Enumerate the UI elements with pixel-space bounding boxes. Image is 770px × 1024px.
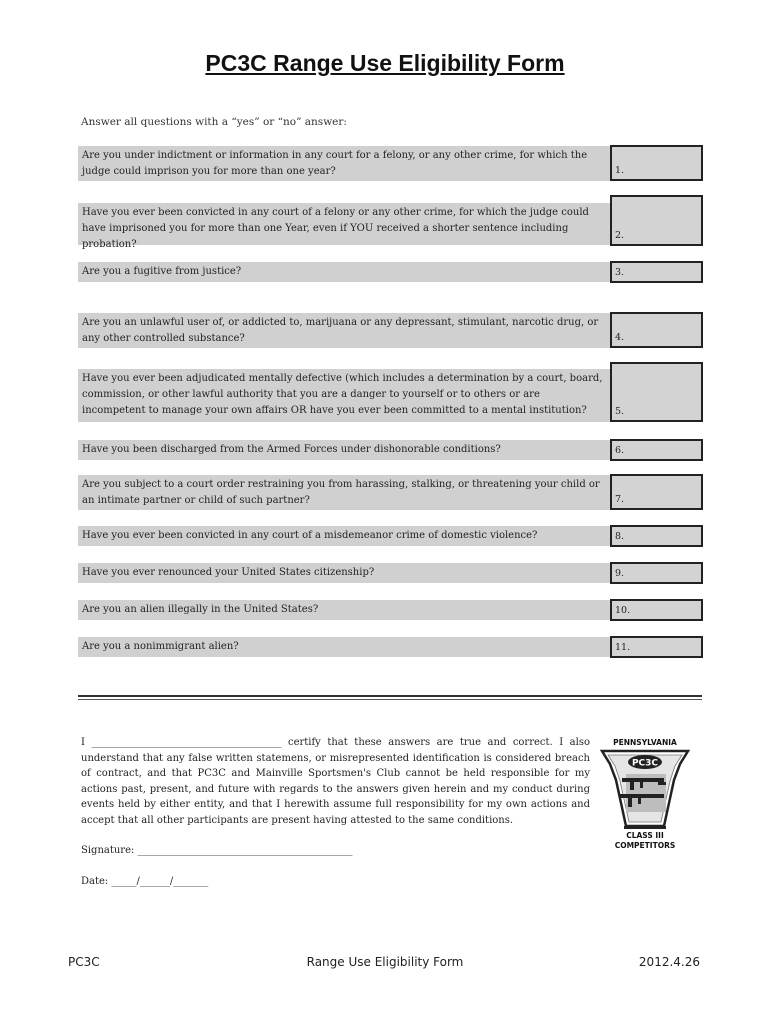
pc3c-logo: [600, 738, 690, 854]
answer-box-7[interactable]: [610, 474, 703, 510]
answer-number-8: 8.: [615, 531, 625, 542]
logo-badge-text: PC3C: [631, 758, 659, 769]
certification-text: I ______________________________________ certify that these answers are true and correct. I also understand that any false written statemens, or misrepresented identification is considered breach of contract, and that PC3C and Mainville Sportsmen's Club cannot be held responsible for my actions past, present, and future with regards to the answers given herein and my conduct during events held by either entity, and that I herewith assume full responsibility for my own actions and accept that all other participants are present having attested to the same conditions.: [81, 737, 590, 826]
answer-box-1[interactable]: [610, 145, 703, 181]
logo-top-text: PENNSYLVANIA: [613, 738, 677, 747]
answer-number-9: 9.: [615, 568, 625, 579]
instructions-text: Answer all questions with a “yes” or “no” answer:: [81, 116, 347, 128]
logo-competitors-text: COMPETITORS: [614, 841, 676, 850]
answer-box-4[interactable]: [610, 312, 703, 348]
answer-number-11: 11.: [615, 642, 631, 653]
footer-right: 2012.4.26: [638, 955, 700, 969]
footer-center: Range Use Eligibility Form: [306, 955, 464, 969]
question-3-text: Are you a fugitive from justice?: [78, 262, 610, 282]
question-10-text: Are you an alien illegally in the United States?: [78, 600, 610, 620]
answer-box-9[interactable]: [610, 562, 703, 584]
answer-number-7: 7.: [615, 494, 625, 505]
form-title: PC3C Range Use Eligibility Form: [205, 50, 565, 76]
answer-box-10[interactable]: [610, 599, 703, 621]
answer-box-8[interactable]: [610, 525, 703, 547]
answer-number-1: 1.: [615, 165, 625, 176]
answer-number-2: 2.: [615, 230, 625, 241]
answer-box-5[interactable]: [610, 362, 703, 422]
signature-line[interactable]: Signature: ___________________________________________: [81, 845, 353, 856]
question-1-text: Are you under indictment or information in any court for a felony, or any other crime, for which the judge could imprison you for more than one year?: [78, 146, 610, 181]
question-2-text: Have you ever been convicted in any court of a felony or any other crime, for which the judge could have imprisoned you for more than one Year, even if YOU received a shorter sentence including probation?: [78, 203, 610, 245]
question-11-text: Are you a nonimmigrant alien?: [78, 637, 610, 657]
answer-number-3: 3.: [615, 267, 625, 278]
question-7-text: Are you subject to a court order restraining you from harassing, stalking, or threatening your child or an intimate partner or child of such partner?: [78, 475, 610, 510]
footer-left: PC3C: [68, 955, 100, 969]
question-6-text: Have you been discharged from the Armed Forces under dishonorable conditions?: [78, 440, 610, 460]
answer-number-5: 5.: [615, 406, 625, 417]
answer-number-6: 6.: [615, 445, 625, 456]
answer-box-3[interactable]: [610, 261, 703, 283]
answer-number-10: 10.: [615, 605, 631, 616]
section-divider: [78, 695, 702, 697]
question-4-text: Are you an unlawful user of, or addicted to, marijuana or any depressant, stimulant, narcotic drug, or any other controlled substance?: [78, 313, 610, 348]
answer-number-4: 4.: [615, 332, 625, 343]
question-9-text: Have you ever renounced your United States citizenship?: [78, 563, 610, 583]
question-8-text: Have you ever been convicted in any court of a misdemeanor crime of domestic violence?: [78, 526, 610, 546]
answer-box-6[interactable]: [610, 439, 703, 461]
answer-box-2[interactable]: [610, 195, 703, 246]
question-5-text: Have you ever been adjudicated mentally defective (which includes a determination by a court, board, commission, or other lawful authority that you are a danger to yourself or to others or are incompetent to manage your own affairs OR have you ever been committed to a mental institution?: [78, 369, 610, 422]
section-divider-thin: [78, 699, 702, 700]
logo-class-text: CLASS III: [626, 831, 664, 840]
date-line[interactable]: Date: _____/______/_______: [81, 876, 209, 887]
answer-box-11[interactable]: [610, 636, 703, 658]
